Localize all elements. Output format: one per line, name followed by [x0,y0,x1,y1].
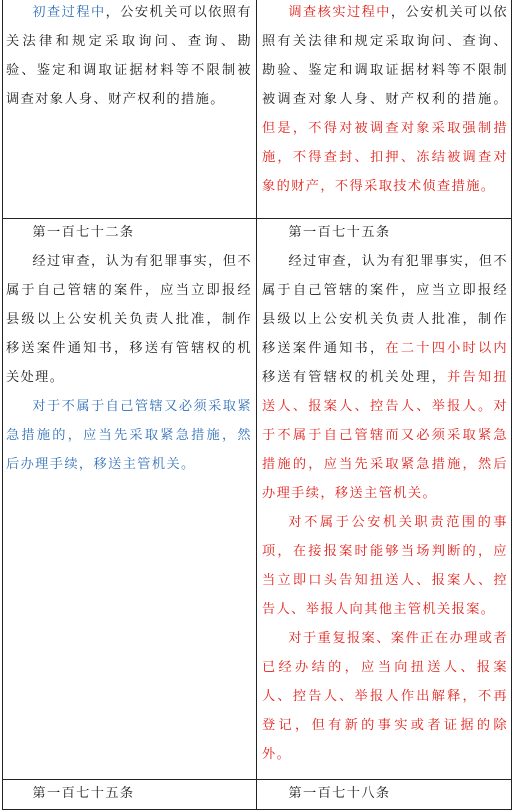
cell-bottom-left [6,779,252,808]
text-segment: 移送有管辖权的机关处理， [262,370,448,385]
cell-top-right [262,0,508,201]
article-paragraph-left-2: 对于不属于自己管辖又必须采取紧急措施的，应当先采取紧急措施，然后办理手续，移送主管机关。 [6,399,252,472]
cell-middle-right [262,218,508,769]
text-segment: 在二十四小时以内 [385,341,508,356]
article-heading-right: 第一百七十五条 [288,225,391,240]
article-paragraph-right-1 [262,247,508,508]
article-heading-bottom-right: 第一百七十八条 [288,786,391,801]
text-segment: ，公安机关可以依照有关法律和规定采取询问、查询、勘验、鉴定和调取证据材料等不限制被调查对象人身、财产权利的措施。 [262,5,508,107]
top-right-paragraph [262,0,508,201]
top-left-paragraph [6,0,252,114]
cell-bottom-right [262,779,508,808]
article-paragraph-right-3: 对于重复报案、案件正在办理或者已经办结的，应当向扭送人、报案人、控告人、举报人作出解释，不再登记，但有新的事实或者证据的除外。 [262,631,508,762]
column-divider [256,0,257,810]
text-segment: ，公安机关可以依照有关法律和规定采取询问、查询、勘验、鉴定和调取证据材料等不限制被调查对象人身、财产权利的措施。 [6,5,253,107]
article-paragraph-left-1: 经过审查，认为有犯罪事实，但不属于自己管辖的案件，应当立即报经县级以上公安机关负责人批准，制作移送案件通知书，移送有管辖权的机关处理。 [6,254,252,385]
article-paragraph-right-2: 对不属于公安机关职责范围的事项，在接报案时能够当场判断的，应当立即口头告知扭送人、报案人、控告人、举报人向其他主管机关报案。 [262,515,508,617]
text-segment: 但是，不得对被调查对象采取强制措施，不得查封、扣押、冻结被调查对象的财产，不得采取技术侦查措施。 [262,121,508,194]
cell-middle-left [6,218,252,479]
cell-top-left [6,0,252,114]
text-segment: 调查核实过程中 [288,5,391,20]
text-segment: 经过审查，认为有犯罪事实，但不属于自己管辖的案件，应当立即报经县级以上公安机关负责人批准，制作移送案件通知书， [262,254,508,356]
text-segment: 并告知扭送人、报案人、控告人、举报人。对于不属于自己管辖而又必须采取紧急措施的，应当先采取紧急措施，然后办理手续，移送主管机关。 [262,370,508,501]
article-heading-left: 第一百七十二条 [32,225,135,240]
text-segment: 初查过程中 [32,5,106,20]
article-heading-bottom-left: 第一百七十五条 [32,786,135,801]
